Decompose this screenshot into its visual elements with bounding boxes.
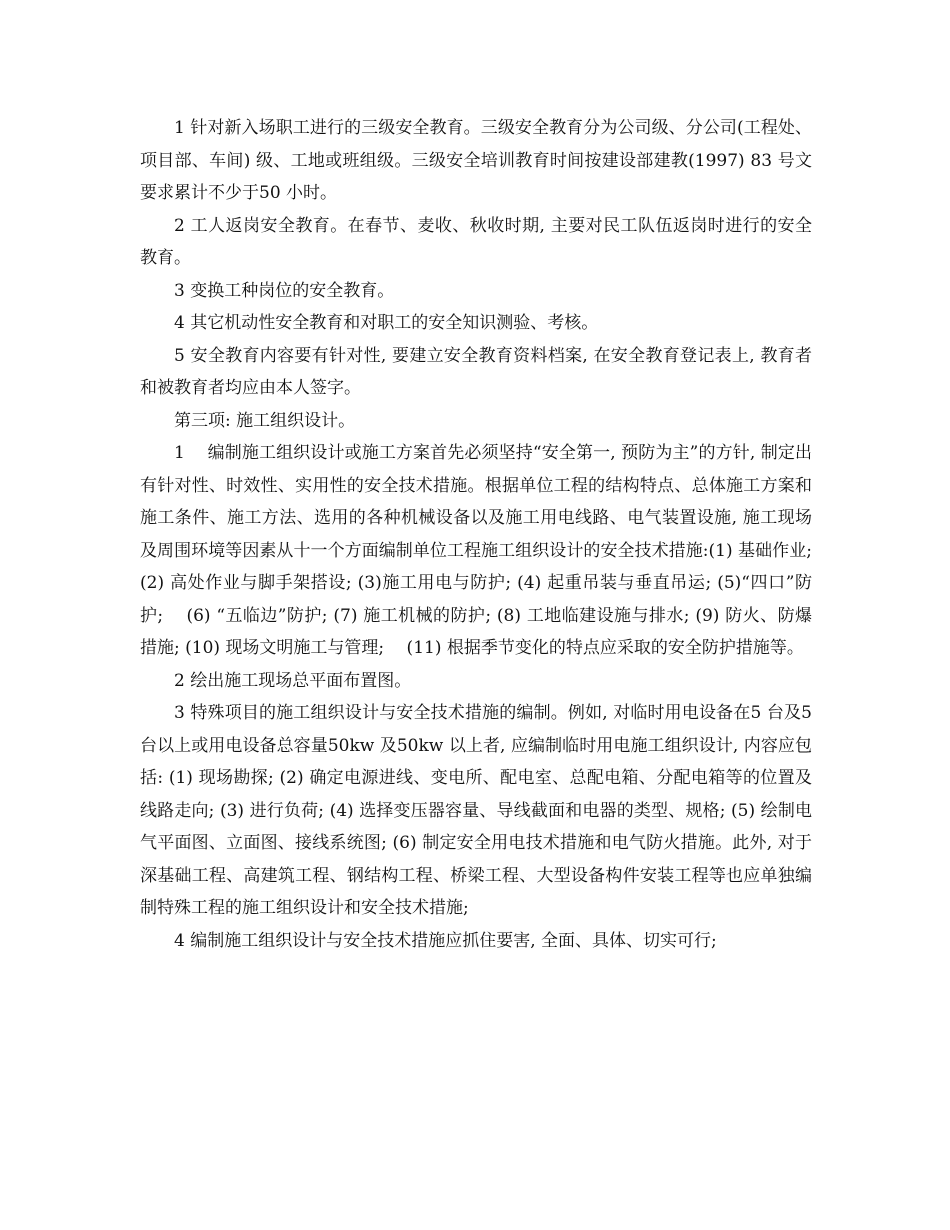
paragraph-job-change-education: 3 变换工种岗位的安全教育。 xyxy=(174,280,395,301)
paragraph-key-points: 4 编制施工组织设计与安全技术措施应抓住要害, 全面、具体、切实可行; xyxy=(174,930,717,951)
paragraph-return-to-post-education: 2 工人返岗安全教育。在春节、麦收、秋收时期, 主要对民工队伍返岗时进行的安全教育。 xyxy=(140,215,812,268)
document-page xyxy=(140,112,812,957)
paragraph-education-records: 5 安全教育内容要有针对性, 要建立安全教育资料档案, 在安全教育登记表上, 教育者和被教育者均应由本人签字。 xyxy=(140,345,812,398)
paragraph-other-education: 4 其它机动性安全教育和对职工的安全知识测验、考核。 xyxy=(174,313,599,333)
paragraph-site-plan: 2 绘出施工现场总平面布置图。 xyxy=(174,670,412,691)
paragraph-special-projects: 3 特殊项目的施工组织设计与安全技术措施的编制。例如, 对临时用电设备在5 台及5 台以上或用电设备总容量50kw 及50kw 以上者, 应编制临时用电施工组织设计, 内容应包括: (1) 现场勘探; (2) 确定电源进线、变电所、配电室、总配电箱、分配电箱等的位置及线路走向; (3) 进行负荷; (4) 选择变压器容量、导线截面和电器的类型、规格; (5) 绘制电气平面图、立面图、接线系统图; (6) 制定安全用电技术措施和电气防火措施。此外, 对于深基础工程、高建筑工程、钢结构工程、桥梁工程、大型设备构件安装工程等也应单独编制特殊工程的施工组织设计和安全技术措施; xyxy=(140,703,812,918)
paragraph-design-principles: 1 编制施工组织设计或施工方案首先必须坚持“安全第一, 预防为主”的方针, 制定出有针对性、时效性、实用性的安全技术措施。根据单位工程的结构特点、总体施工方案和施工条件、施工方法、选用的各种机械设备以及施工用电线路、电气装置设施, 施工现场及周围环境等因素从十一个方面编制单位工程施工组织设计的安全技术措施:(1) 基础作业; (2) 高处作业与脚手架搭设; (3)施工用电与防护; (4) 起重吊装与垂直吊运; (5)“四口”防护; (6) “五临边”防护; (7) 施工机械的防护; (8) 工地临建设施与排水; (9) 防火、防爆措施; (10) 现场文明施工与管理; (11) 根据季节变化的特点应采取的安全防护措施等。 xyxy=(140,443,812,658)
paragraph-three-level-education: 1 针对新入场职工进行的三级安全教育。三级安全教育分为公司级、分公司(工程处、项目部、车间) 级、工地或班组级。三级安全培训教育时间按建设部建教(1997) 83 号文要求累计不少于50 小时。 xyxy=(140,118,812,203)
section-heading-construction-design: 第三项: 施工组织设计。 xyxy=(174,410,356,431)
